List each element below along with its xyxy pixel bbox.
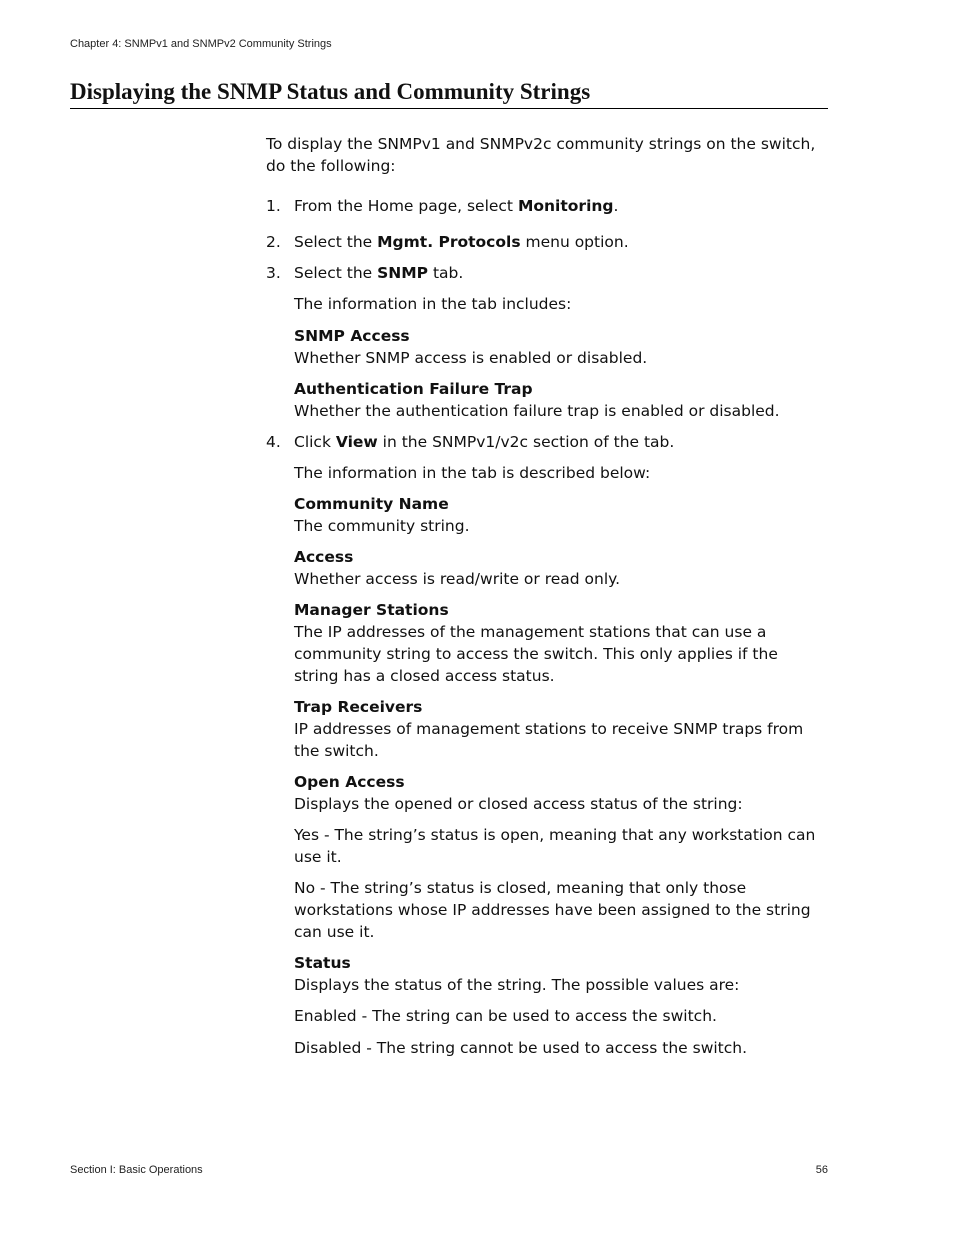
definition [294, 378, 826, 422]
step-4-details [294, 462, 826, 1059]
definition [294, 493, 826, 537]
step-number: 3. [266, 264, 281, 282]
step-text: Select the Mgmt. Protocols menu option. [294, 233, 629, 251]
step-number: 1. [266, 197, 281, 215]
definition-term: SNMP Access [294, 327, 410, 345]
definition-desc: IP addresses of management stations to receive SNMP traps from the switch. [294, 720, 804, 760]
step-1 [266, 195, 826, 217]
value-description: Enabled - The string can be used to access the switch. [294, 1007, 717, 1025]
definition-desc: The IP addresses of the management stations that can use a community string to access the switch. This only applies if the string has a closed access status. [294, 623, 778, 685]
definition [294, 952, 826, 1059]
step-number: 2. [266, 233, 281, 251]
definition-term: Trap Receivers [294, 698, 423, 716]
definition-term: Authentication Failure Trap [294, 380, 533, 398]
intro-paragraph: To display the SNMPv1 and SNMPv2c community strings on the switch, do the following: [266, 135, 816, 175]
definition-term: Status [294, 954, 351, 972]
value-description: Yes - The string’s status is open, meaning that any workstation can use it. [294, 826, 816, 866]
page-title: Displaying the SNMP Status and Community Strings [70, 78, 828, 109]
running-head: Chapter 4: SNMPv1 and SNMPv2 Community Strings [70, 38, 332, 50]
definition-desc: Whether access is read/write or read only. [294, 570, 621, 588]
definition-desc: The community string. [294, 517, 470, 535]
definition-desc: Displays the opened or closed access status of the string: [294, 795, 743, 813]
definition [294, 599, 826, 687]
body-text [266, 133, 826, 1068]
definition-term: Community Name [294, 495, 449, 513]
info-lead: The information in the tab is described below: [294, 464, 651, 482]
step-text: Select the SNMP tab. [294, 264, 464, 282]
definition [294, 546, 826, 590]
definition [294, 771, 826, 943]
footer-section: Section I: Basic Operations [70, 1164, 203, 1176]
definition-desc: Whether the authentication failure trap is enabled or disabled. [294, 402, 780, 420]
definition [294, 696, 826, 762]
step-3 [266, 262, 826, 284]
page-number: 56 [815, 1164, 828, 1176]
info-lead: The information in the tab includes: [294, 295, 572, 313]
value-description: Disabled - The string cannot be used to access the switch. [294, 1039, 748, 1057]
definition-desc: Whether SNMP access is enabled or disabled. [294, 349, 648, 367]
definition-term: Open Access [294, 773, 405, 791]
step-2 [266, 231, 826, 253]
step-text: From the Home page, select Monitoring. [294, 197, 619, 215]
definition-term: Access [294, 548, 354, 566]
step-text: Click View in the SNMPv1/v2c section of the tab. [294, 433, 675, 451]
definition-term: Manager Stations [294, 601, 449, 619]
step-number: 4. [266, 433, 281, 451]
value-description: No - The string’s status is closed, meaning that only those workstations whose IP addresses have been assigned to the string can use it. [294, 879, 811, 941]
definition [294, 325, 826, 369]
definition-desc: Displays the status of the string. The possible values are: [294, 976, 740, 994]
step-3-details [294, 293, 826, 422]
step-4 [266, 431, 826, 453]
